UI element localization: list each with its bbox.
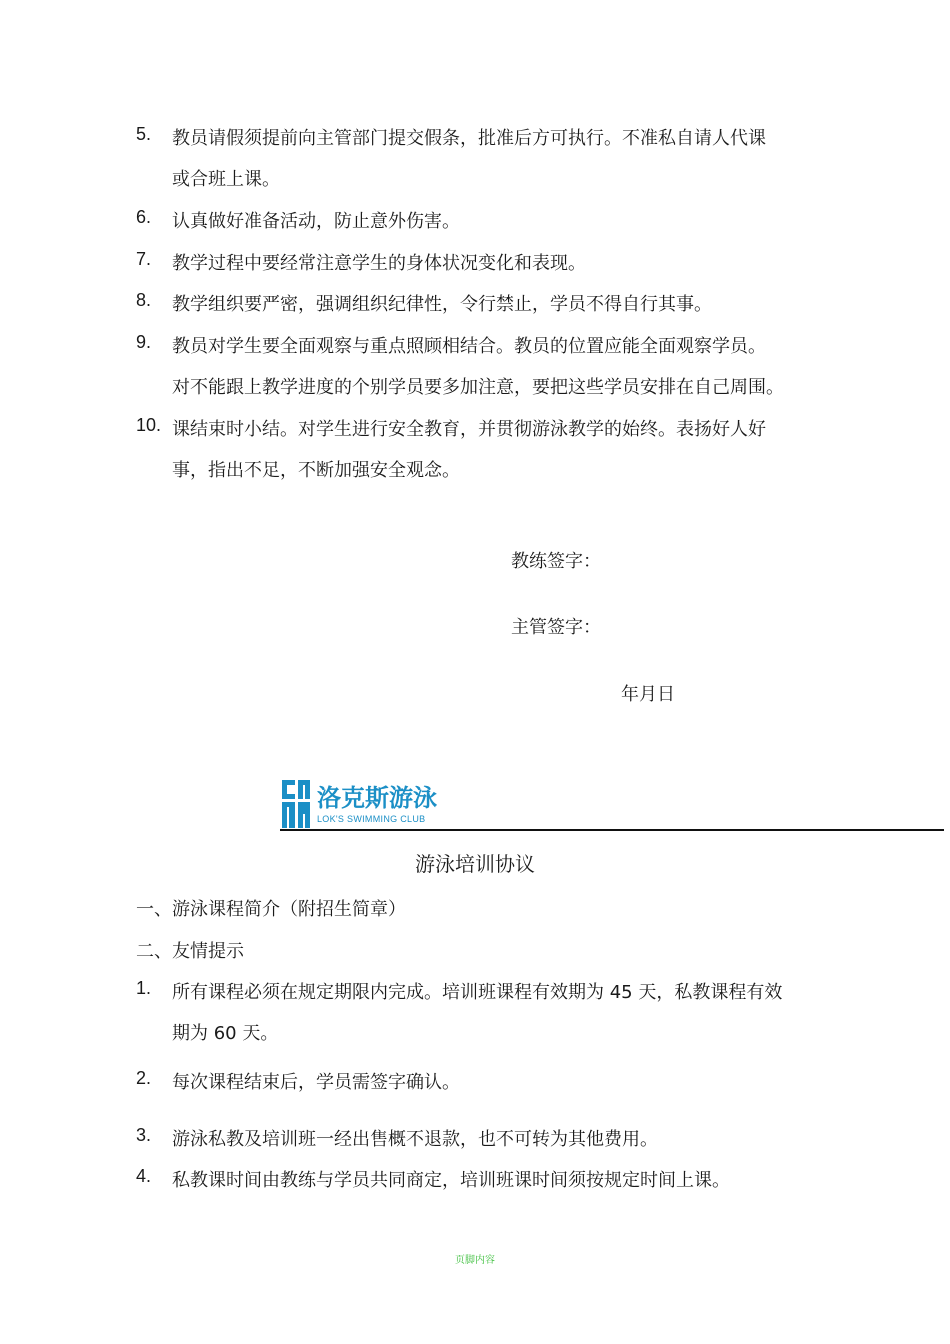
item-text-line: 私教课时间由教练与学员共同商定，培训班课时间须按规定时间上课。 [172, 1170, 730, 1191]
item-number: 7. [136, 249, 152, 269]
item-text-line: 认真做好准备活动，防止意外伤害。 [172, 211, 460, 232]
item-text-line: 所有课程必须在规定期限内完成。培训班课程有效期为 45 天，私教课程有效 [172, 982, 783, 1003]
item-text-line: 游泳私教及培训班一经出售概不退款，也不可转为其他费用。 [172, 1129, 658, 1150]
item-text-line: 或合班上课。 [172, 169, 280, 190]
header-rule [280, 829, 944, 831]
club-logo-mark-icon [279, 776, 313, 830]
club-logo-name: 洛克斯游泳 [317, 784, 437, 812]
item-number: 5. [136, 124, 152, 144]
item-number: 4. [136, 1166, 152, 1186]
club-logo [279, 776, 449, 832]
item-text-line: 每次课程结束后，学员需签字确认。 [172, 1072, 460, 1093]
item-number: 9. [136, 332, 152, 352]
item-text-line: 教学过程中要经常注意学生的身体状况变化和表现。 [172, 253, 586, 274]
item-text-line: 教员对学生要全面观察与重点照顾相结合。教员的位置应能全面观察学员。 [172, 336, 766, 357]
item-number: 3. [136, 1125, 152, 1145]
item-text-line: 课结束时小结。对学生进行安全教育，并贯彻游泳教学的始终。表扬好人好 [172, 419, 766, 440]
date-label: 年月日 [621, 684, 675, 705]
section-heading-1: 一、游泳课程简介（附招生简章） [136, 899, 406, 920]
item-number: 2. [136, 1068, 152, 1088]
item-number: 1. [136, 978, 152, 998]
coach-signature-label: 教练签字： [511, 551, 601, 572]
club-logo-subtitle: LOK'S SWIMMING CLUB [317, 814, 426, 824]
item-text-line: 教员请假须提前向主管部门提交假条，批准后方可执行。不准私自请人代课 [172, 128, 766, 149]
item-text-line: 对不能跟上教学进度的个别学员要多加注意，要把这些学员安排在自己周围。 [172, 377, 784, 398]
page-footer: 页脚内容 [455, 1255, 495, 1266]
item-number: 8. [136, 290, 152, 310]
item-text-line: 期为 60 天。 [172, 1023, 279, 1044]
section-heading-2: 二、友情提示 [136, 941, 244, 962]
supervisor-signature-label: 主管签字： [511, 617, 601, 638]
item-text-line: 事，指出不足，不断加强安全观念。 [172, 460, 460, 481]
item-number: 10. [136, 415, 162, 435]
item-text-line: 教学组织要严密，强调组织纪律性，令行禁止，学员不得自行其事。 [172, 294, 712, 315]
agreement-title: 游泳培训协议 [415, 852, 535, 876]
item-number: 6. [136, 207, 152, 227]
